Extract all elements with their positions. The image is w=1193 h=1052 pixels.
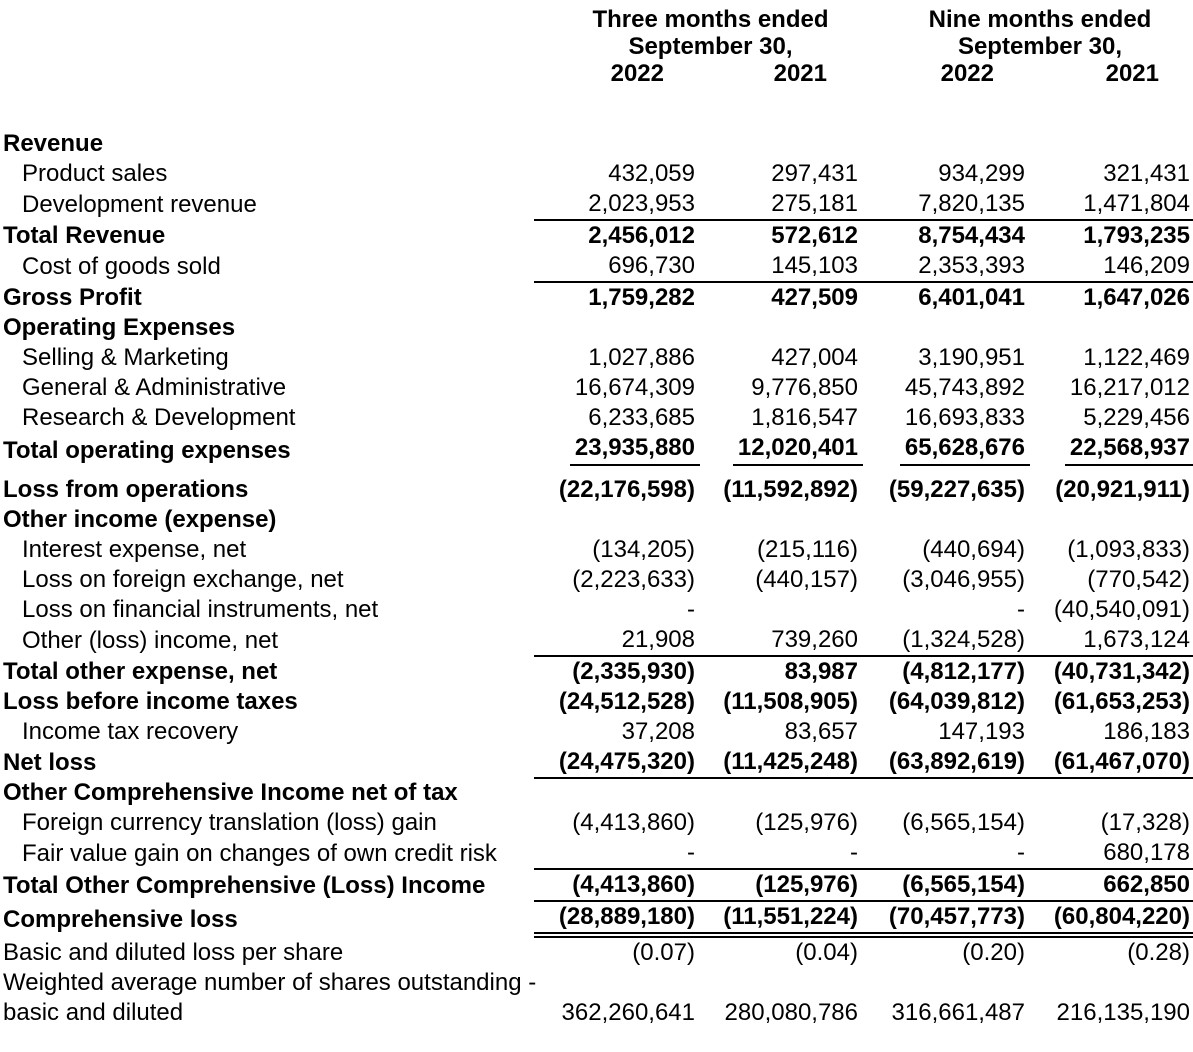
table-row bbox=[0, 998, 1193, 1028]
empty-header-cell bbox=[0, 60, 534, 87]
value-cell bbox=[698, 565, 861, 595]
value-cell bbox=[1028, 129, 1193, 159]
cell-value: (6,565,154) bbox=[902, 871, 1025, 898]
income-statement-table bbox=[0, 6, 1193, 1028]
row-label: Foreign currency translation (loss) gain bbox=[22, 809, 437, 836]
cell-value: (4,413,860) bbox=[572, 871, 695, 898]
year-header: 2021 bbox=[773, 60, 827, 87]
cell-value: 427,509 bbox=[771, 284, 858, 311]
cell-value: 65,628,676 bbox=[900, 433, 1030, 466]
cell-value: (11,551,224) bbox=[723, 903, 858, 930]
value-cell bbox=[1028, 656, 1193, 687]
value-cell bbox=[1028, 505, 1193, 535]
cell-value: 6,233,685 bbox=[588, 404, 695, 431]
value-cell bbox=[861, 968, 1028, 998]
cell-value: (215,116) bbox=[757, 536, 858, 563]
cell-value: 739,260 bbox=[771, 626, 858, 653]
table-row bbox=[0, 129, 1193, 159]
cell-value: 696,730 bbox=[608, 252, 695, 279]
cell-value: (770,542) bbox=[1087, 566, 1190, 593]
value-cell bbox=[698, 535, 861, 565]
cell-value: (6,565,154) bbox=[902, 809, 1025, 836]
row-label: Loss on foreign exchange, net bbox=[22, 566, 344, 593]
cell-value: 12,020,401 bbox=[733, 433, 863, 466]
value-cell bbox=[1028, 313, 1193, 343]
cell-value: 432,059 bbox=[608, 160, 695, 187]
cell-value: 23,935,880 bbox=[570, 433, 700, 466]
value-cell bbox=[698, 656, 861, 687]
cell-value: 186,183 bbox=[1103, 718, 1190, 745]
value-cell bbox=[1028, 901, 1193, 935]
value-cell bbox=[534, 535, 698, 565]
value-cell bbox=[534, 466, 698, 505]
value-cell bbox=[861, 466, 1028, 505]
cell-value: 216,135,190 bbox=[1056, 999, 1190, 1026]
row-label: Total other expense, net bbox=[3, 658, 278, 685]
value-cell bbox=[1028, 808, 1193, 838]
value-cell bbox=[861, 687, 1028, 717]
value-cell bbox=[534, 717, 698, 747]
empty-header-cell bbox=[0, 6, 534, 33]
value-cell bbox=[1028, 282, 1193, 313]
value-cell bbox=[698, 747, 861, 778]
cell-value: 8,754,434 bbox=[918, 222, 1025, 249]
cell-value: (60,804,220) bbox=[1053, 903, 1190, 930]
cell-value: (61,653,253) bbox=[1053, 688, 1190, 715]
cell-value: (125,976) bbox=[755, 809, 858, 836]
row-label: Research & Development bbox=[22, 404, 296, 431]
table-row bbox=[0, 189, 1193, 220]
row-label: Gross Profit bbox=[3, 284, 142, 311]
cell-value: (24,475,320) bbox=[558, 748, 695, 775]
table-row bbox=[0, 313, 1193, 343]
cell-value: - bbox=[1017, 839, 1025, 866]
period-header-three-months: Three months ended bbox=[592, 6, 829, 33]
value-cell bbox=[861, 373, 1028, 403]
value-cell bbox=[861, 535, 1028, 565]
cell-value: (22,176,598) bbox=[558, 476, 695, 503]
value-cell bbox=[698, 595, 861, 625]
table-row bbox=[0, 687, 1193, 717]
value-cell bbox=[534, 747, 698, 778]
cell-value: 362,260,641 bbox=[561, 999, 695, 1026]
table-row bbox=[0, 505, 1193, 535]
cell-value: (61,467,070) bbox=[1053, 748, 1190, 775]
value-cell bbox=[861, 313, 1028, 343]
value-cell bbox=[534, 313, 698, 343]
value-cell bbox=[698, 505, 861, 535]
cell-value: (11,425,248) bbox=[723, 748, 858, 775]
cell-value: 22,568,937 bbox=[1065, 433, 1193, 466]
cell-value: 316,661,487 bbox=[891, 999, 1025, 1026]
value-cell bbox=[534, 565, 698, 595]
row-label: Interest expense, net bbox=[22, 536, 247, 563]
value-cell bbox=[861, 901, 1028, 935]
year-header-row bbox=[0, 60, 1193, 87]
value-cell bbox=[861, 282, 1028, 313]
year-header: 2022 bbox=[940, 60, 994, 87]
value-cell bbox=[534, 968, 698, 998]
value-cell bbox=[534, 251, 698, 282]
table-row bbox=[0, 595, 1193, 625]
value-cell bbox=[1028, 159, 1193, 189]
cell-value: (3,046,955) bbox=[902, 566, 1025, 593]
cell-value: 5,229,456 bbox=[1083, 404, 1190, 431]
value-cell bbox=[1028, 373, 1193, 403]
period-subtitle-nine-months: September 30, bbox=[957, 33, 1123, 60]
value-cell bbox=[1028, 869, 1193, 901]
cell-value: 16,217,012 bbox=[1069, 374, 1190, 401]
cell-value: 427,004 bbox=[771, 344, 858, 371]
value-cell bbox=[1028, 687, 1193, 717]
value-cell bbox=[698, 466, 861, 505]
table-row bbox=[0, 159, 1193, 189]
row-label: Other Comprehensive Income net of tax bbox=[3, 779, 458, 806]
value-cell bbox=[1028, 935, 1193, 968]
value-cell bbox=[861, 808, 1028, 838]
cell-value: 6,401,041 bbox=[918, 284, 1025, 311]
cell-value: 1,027,886 bbox=[588, 344, 695, 371]
value-cell bbox=[698, 838, 861, 869]
cell-value: (2,223,633) bbox=[572, 566, 695, 593]
value-cell bbox=[1028, 998, 1193, 1028]
value-cell bbox=[698, 901, 861, 935]
value-cell bbox=[698, 625, 861, 656]
header-spacer bbox=[0, 87, 1193, 129]
row-label: General & Administrative bbox=[22, 374, 287, 401]
value-cell bbox=[861, 717, 1028, 747]
value-cell bbox=[698, 998, 861, 1028]
value-cell bbox=[698, 403, 861, 433]
table-row bbox=[0, 433, 1193, 466]
value-cell bbox=[861, 935, 1028, 968]
value-cell bbox=[698, 220, 861, 251]
row-label: Fair value gain on changes of own credit risk bbox=[22, 840, 497, 867]
cell-value: (0.20) bbox=[962, 939, 1025, 966]
cell-value: (40,540,091) bbox=[1053, 596, 1190, 623]
cell-value: (134,205) bbox=[592, 536, 695, 563]
cell-value: 45,743,892 bbox=[904, 374, 1025, 401]
value-cell bbox=[861, 747, 1028, 778]
period-subtitle-three-months: September 30, bbox=[628, 33, 793, 60]
value-cell bbox=[698, 189, 861, 220]
cell-value: (17,328) bbox=[1100, 809, 1190, 836]
cell-value: (4,413,860) bbox=[572, 809, 695, 836]
value-cell bbox=[698, 808, 861, 838]
cell-value: 2,023,953 bbox=[588, 190, 695, 217]
row-label: Loss from operations bbox=[3, 476, 249, 503]
value-cell bbox=[698, 343, 861, 373]
value-cell bbox=[698, 373, 861, 403]
row-label: Operating Expenses bbox=[3, 314, 236, 341]
table-row bbox=[0, 778, 1193, 808]
cell-value: (1,093,833) bbox=[1067, 536, 1190, 563]
cell-value: - bbox=[687, 839, 695, 866]
value-cell bbox=[861, 869, 1028, 901]
row-label: Loss before income taxes bbox=[3, 688, 298, 715]
cell-value: (0.04) bbox=[795, 939, 858, 966]
row-label: Total operating expenses bbox=[3, 437, 291, 464]
value-cell bbox=[534, 373, 698, 403]
value-cell bbox=[861, 838, 1028, 869]
table-row bbox=[0, 466, 1193, 505]
cell-value: 662,850 bbox=[1103, 871, 1190, 898]
row-label: Loss on financial instruments, net bbox=[22, 596, 379, 623]
table-row bbox=[0, 968, 1193, 998]
period-header-row bbox=[0, 6, 1193, 33]
value-cell bbox=[1028, 625, 1193, 656]
table-row bbox=[0, 373, 1193, 403]
row-label: Other income (expense) bbox=[3, 506, 277, 533]
cell-value: (11,508,905) bbox=[723, 688, 858, 715]
cell-value: 572,612 bbox=[771, 222, 858, 249]
cell-value: (0.28) bbox=[1127, 939, 1190, 966]
row-label: Comprehensive loss bbox=[3, 906, 238, 933]
cell-value: 1,793,235 bbox=[1083, 222, 1190, 249]
row-label: basic and diluted bbox=[3, 999, 184, 1026]
cell-value: 280,080,786 bbox=[724, 999, 858, 1026]
value-cell bbox=[698, 717, 861, 747]
cell-value: 16,693,833 bbox=[904, 404, 1025, 431]
cell-value: (11,592,892) bbox=[723, 476, 858, 503]
value-cell bbox=[534, 838, 698, 869]
row-label: Basic and diluted loss per share bbox=[3, 939, 344, 966]
row-label: Development revenue bbox=[22, 191, 257, 218]
value-cell bbox=[534, 778, 698, 808]
cell-value: (64,039,812) bbox=[888, 688, 1025, 715]
cell-value: 297,431 bbox=[771, 160, 858, 187]
value-cell bbox=[1028, 343, 1193, 373]
cell-value: (2,335,930) bbox=[572, 658, 695, 685]
cell-value: 83,657 bbox=[784, 718, 858, 745]
cell-value: 145,103 bbox=[771, 252, 858, 279]
value-cell bbox=[698, 935, 861, 968]
period-header-nine-months: Nine months ended bbox=[928, 6, 1152, 33]
cell-value: 275,181 bbox=[771, 190, 858, 217]
row-label: Other (loss) income, net bbox=[22, 627, 279, 654]
year-header: 2022 bbox=[610, 60, 664, 87]
cell-value: (63,892,619) bbox=[888, 748, 1025, 775]
value-cell bbox=[534, 901, 698, 935]
table-row bbox=[0, 901, 1193, 935]
cell-value: 1,816,547 bbox=[751, 404, 858, 431]
value-cell bbox=[534, 159, 698, 189]
value-cell bbox=[861, 778, 1028, 808]
table-row bbox=[0, 343, 1193, 373]
value-cell bbox=[861, 656, 1028, 687]
cell-value: 934,299 bbox=[938, 160, 1025, 187]
value-cell bbox=[1028, 189, 1193, 220]
value-cell bbox=[1028, 535, 1193, 565]
table-row bbox=[0, 808, 1193, 838]
value-cell bbox=[861, 189, 1028, 220]
value-cell bbox=[1028, 433, 1193, 466]
row-label: Selling & Marketing bbox=[22, 344, 229, 371]
value-cell bbox=[1028, 717, 1193, 747]
value-cell bbox=[1028, 251, 1193, 282]
row-label: Product sales bbox=[22, 160, 168, 187]
row-label: Total Other Comprehensive (Loss) Income bbox=[3, 872, 486, 899]
value-cell bbox=[698, 129, 861, 159]
value-cell bbox=[861, 998, 1028, 1028]
cell-value: 1,673,124 bbox=[1083, 626, 1190, 653]
cell-value: 321,431 bbox=[1103, 160, 1190, 187]
period-subtitle-row bbox=[0, 33, 1193, 60]
table-row bbox=[0, 869, 1193, 901]
cell-value: (440,694) bbox=[922, 536, 1025, 563]
value-cell bbox=[1028, 838, 1193, 869]
row-label: Net loss bbox=[3, 749, 97, 776]
value-cell bbox=[1028, 778, 1193, 808]
value-cell bbox=[534, 505, 698, 535]
value-cell bbox=[861, 129, 1028, 159]
value-cell bbox=[861, 505, 1028, 535]
table-row bbox=[0, 403, 1193, 433]
value-cell bbox=[534, 687, 698, 717]
row-label: Total Revenue bbox=[3, 222, 166, 249]
value-cell bbox=[861, 403, 1028, 433]
row-label: Weighted average number of shares outstanding - bbox=[3, 969, 537, 996]
cell-value: (40,731,342) bbox=[1053, 658, 1190, 685]
value-cell bbox=[534, 282, 698, 313]
table-row bbox=[0, 282, 1193, 313]
cell-value: (125,976) bbox=[755, 871, 858, 898]
value-cell bbox=[861, 251, 1028, 282]
value-cell bbox=[534, 935, 698, 968]
cell-value: 21,908 bbox=[621, 626, 695, 653]
row-label: Income tax recovery bbox=[22, 718, 239, 745]
financial-statement-page bbox=[0, 6, 1193, 1028]
row-label: Cost of goods sold bbox=[22, 253, 221, 280]
value-cell bbox=[534, 403, 698, 433]
value-cell bbox=[861, 159, 1028, 189]
value-cell bbox=[861, 220, 1028, 251]
value-cell bbox=[534, 189, 698, 220]
value-cell bbox=[861, 565, 1028, 595]
value-cell bbox=[1028, 968, 1193, 998]
value-cell bbox=[534, 656, 698, 687]
value-cell bbox=[534, 433, 698, 466]
cell-value: (440,157) bbox=[755, 566, 858, 593]
value-cell bbox=[1028, 747, 1193, 778]
value-cell bbox=[1028, 403, 1193, 433]
cell-value: 680,178 bbox=[1103, 839, 1190, 866]
cell-value: 16,674,309 bbox=[574, 374, 695, 401]
table-row bbox=[0, 838, 1193, 869]
value-cell bbox=[1028, 466, 1193, 505]
cell-value: 3,190,951 bbox=[918, 344, 1025, 371]
cell-value: (4,812,177) bbox=[902, 658, 1025, 685]
value-cell bbox=[698, 687, 861, 717]
cell-value: (20,921,911) bbox=[1055, 476, 1190, 503]
cell-value: - bbox=[850, 839, 858, 866]
value-cell bbox=[698, 869, 861, 901]
cell-value: 2,353,393 bbox=[918, 252, 1025, 279]
table-row bbox=[0, 935, 1193, 968]
cell-value: 83,987 bbox=[784, 658, 858, 685]
table-row bbox=[0, 535, 1193, 565]
value-cell bbox=[698, 159, 861, 189]
cell-value: (70,457,773) bbox=[888, 903, 1025, 930]
value-cell bbox=[534, 129, 698, 159]
cell-value: 146,209 bbox=[1103, 252, 1190, 279]
value-cell bbox=[861, 625, 1028, 656]
empty-header-cell bbox=[0, 33, 534, 60]
value-cell bbox=[1028, 565, 1193, 595]
cell-value: (24,512,528) bbox=[558, 688, 695, 715]
value-cell bbox=[534, 869, 698, 901]
table-row bbox=[0, 565, 1193, 595]
cell-value: 37,208 bbox=[621, 718, 695, 745]
value-cell bbox=[861, 433, 1028, 466]
value-cell bbox=[534, 808, 698, 838]
cell-value: - bbox=[687, 596, 695, 623]
table-row bbox=[0, 717, 1193, 747]
value-cell bbox=[534, 625, 698, 656]
value-cell bbox=[861, 595, 1028, 625]
cell-value: 7,820,135 bbox=[918, 190, 1025, 217]
cell-value: (1,324,528) bbox=[902, 626, 1025, 653]
cell-value: 1,759,282 bbox=[588, 284, 695, 311]
value-cell bbox=[698, 313, 861, 343]
cell-value: 147,193 bbox=[938, 718, 1025, 745]
value-cell bbox=[1028, 595, 1193, 625]
cell-value: 2,456,012 bbox=[588, 222, 695, 249]
table-row bbox=[0, 625, 1193, 656]
value-cell bbox=[698, 433, 861, 466]
cell-value: 1,122,469 bbox=[1083, 344, 1190, 371]
cell-value: (28,889,180) bbox=[558, 903, 695, 930]
table-row bbox=[0, 220, 1193, 251]
cell-value: 1,471,804 bbox=[1083, 190, 1190, 217]
value-cell bbox=[861, 343, 1028, 373]
cell-value: (0.07) bbox=[632, 939, 695, 966]
cell-value: - bbox=[1017, 596, 1025, 623]
value-cell bbox=[698, 251, 861, 282]
value-cell bbox=[534, 595, 698, 625]
cell-value: (59,227,635) bbox=[888, 476, 1025, 503]
table-row bbox=[0, 747, 1193, 778]
cell-value: 1,647,026 bbox=[1083, 284, 1190, 311]
value-cell bbox=[698, 778, 861, 808]
value-cell bbox=[1028, 220, 1193, 251]
value-cell bbox=[534, 343, 698, 373]
value-cell bbox=[698, 968, 861, 998]
value-cell bbox=[534, 998, 698, 1028]
value-cell bbox=[698, 282, 861, 313]
table-row bbox=[0, 656, 1193, 687]
year-header: 2021 bbox=[1105, 60, 1159, 87]
table-row bbox=[0, 251, 1193, 282]
cell-value: 9,776,850 bbox=[751, 374, 858, 401]
row-label: Revenue bbox=[3, 130, 104, 157]
value-cell bbox=[534, 220, 698, 251]
